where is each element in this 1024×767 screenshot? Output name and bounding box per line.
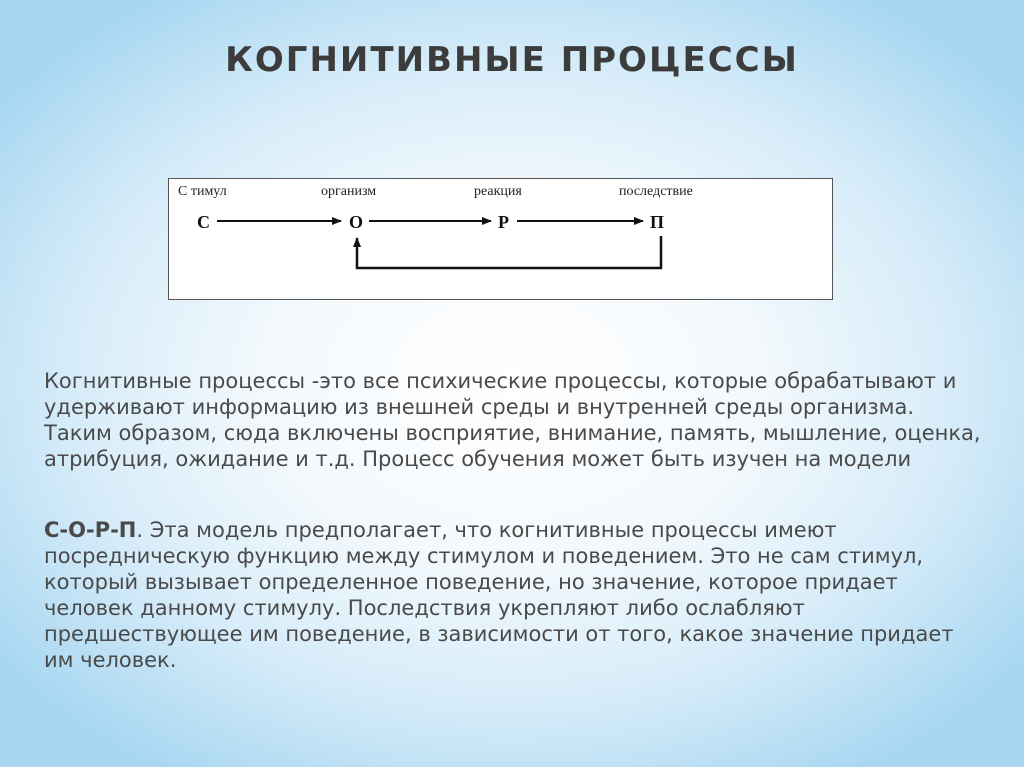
node-o: О — [349, 212, 364, 232]
scrp-diagram — [168, 178, 833, 300]
node-s: С — [197, 212, 210, 232]
feedback-arrow-p-to-o — [357, 236, 661, 268]
node-p: П — [650, 212, 665, 232]
paragraph-model — [44, 517, 984, 673]
paragraph-definition: Когнитивные процессы -это все психические процессы, которые обрабатывают и удерживают информацию из внешней среды и внутренней среды организма. Таким образом, сюда включены восприятие, внимание, память, мышление, оценка, атрибуция, ожидание и т.д. Процесс обучения может быть изучен на модели — [44, 369, 981, 471]
label-organism: организм — [321, 184, 377, 199]
slide-title: КОГНИТИВНЫЕ ПРОЦЕССЫ — [225, 40, 799, 80]
node-r: Р — [498, 212, 509, 232]
label-reaction: реакция — [474, 184, 522, 199]
label-stimulus: С тимул — [178, 184, 227, 199]
label-consequence: последствие — [619, 184, 693, 199]
paragraph-model-text: . Эта модель предполагает, что когнитивные процессы имеют посредническую функцию между стимулом и поведением. Это не сам стимул, который вызывает определенное поведение, но значение, которое придает человек данному стимулу. Последствия укрепляют либо ослабляют предшествующее им поведение, в зависимости от того, какое значение придает им человек. — [44, 518, 954, 672]
scrp-diagram-svg — [169, 179, 834, 301]
model-name: С-О-Р-П — [44, 518, 137, 542]
